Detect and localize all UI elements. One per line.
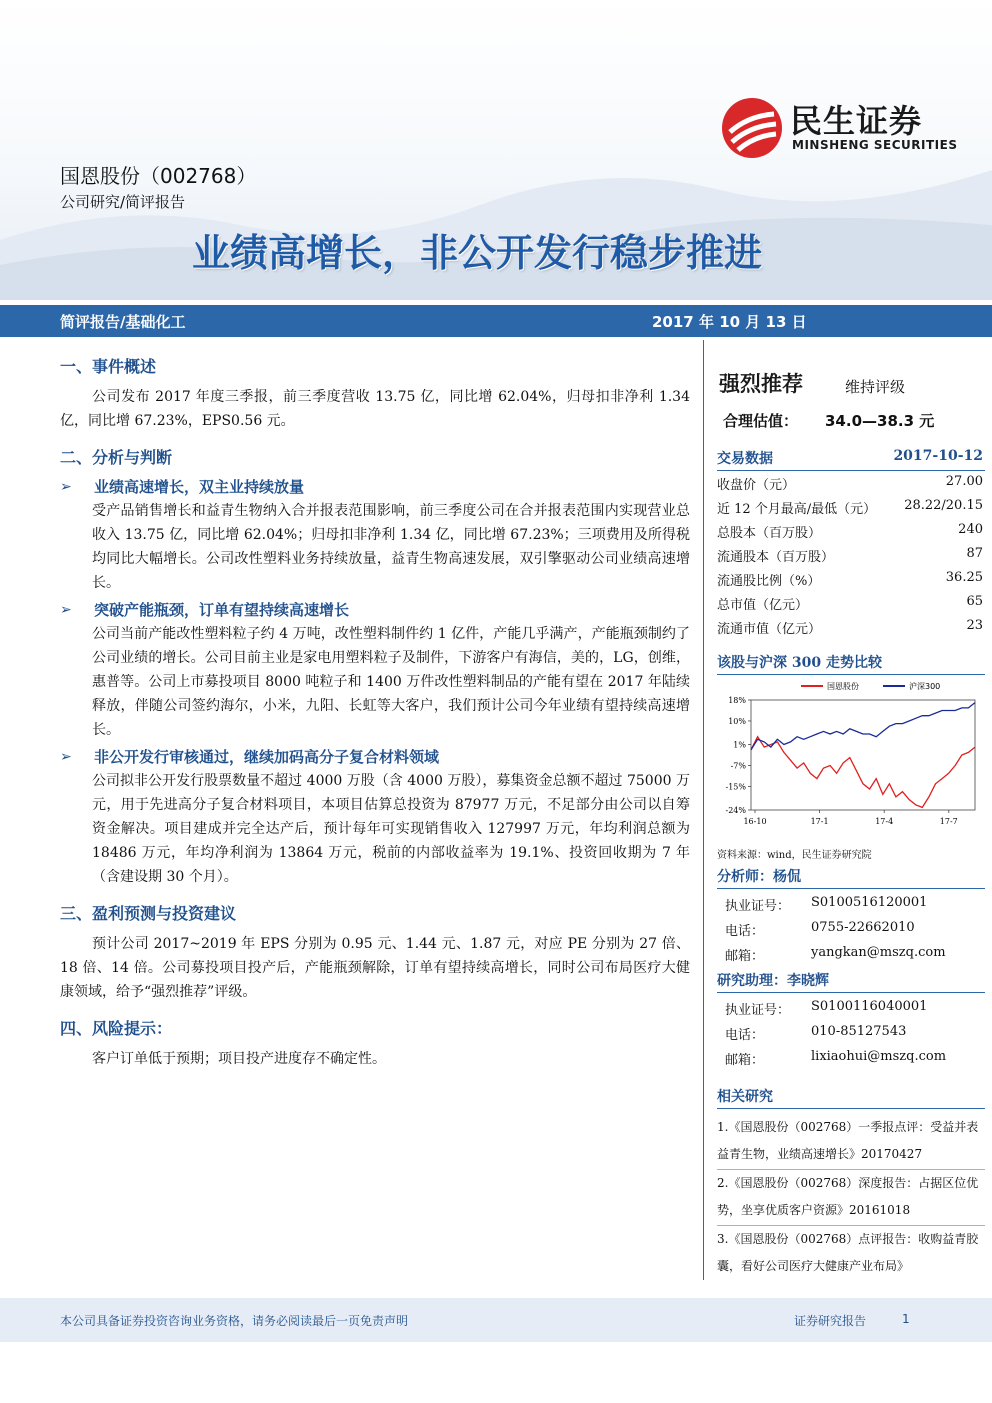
- forecast-text: 预计公司 2017~2019 年 EPS 分别为 0.95 元、1.44 元、1.87 元，对应 PE 分别为 27 倍、18 倍、14 倍。公司募投项目投产后，产能瓶颈解除，订单有望持续高增长，同时公司布局医疗大健康领域，给予“强烈推荐”评级。: [60, 936, 690, 1000]
- arrow-bullet-icon: ➢: [60, 478, 72, 495]
- assistant-label: 执业证号：: [725, 1003, 791, 1018]
- x-tick-label: 17-7: [939, 817, 958, 826]
- x-tick-label: 16-10: [743, 817, 767, 826]
- trade-data-value: 65: [966, 594, 983, 609]
- related-item[interactable]: 1.《国恩股份（002768）一季报点评：受益并表益青生物，业绩高速增长》20170427: [717, 1120, 979, 1161]
- trade-data-label: 收盘价（元）: [717, 478, 796, 493]
- y-tick-label: 18%: [728, 696, 746, 705]
- assistant-header: [717, 970, 985, 993]
- analyst-value: 0755-22662010: [811, 920, 915, 935]
- trade-data-value: 27.00: [945, 474, 983, 489]
- footer-label: 证券研究报告: [794, 1314, 867, 1328]
- subsection-title: 业绩高速增长，双主业持续放量: [94, 478, 305, 496]
- event-summary: 公司发布 2017 年度三季报，前三季度营收 13.75 亿，同比增 62.04%，归母扣非净利 1.34 亿，同比增 67.23%，EPS0.56 元。: [60, 389, 690, 429]
- arrow-bullet-icon: ➢: [60, 748, 72, 765]
- analyst-label: 邮箱：: [725, 949, 765, 964]
- trade-data-header: [717, 448, 985, 471]
- brand-logo: [720, 96, 970, 160]
- y-tick-label: -15%: [725, 782, 746, 792]
- sidebar: [707, 340, 985, 1280]
- trade-data-date: 2017-10-12: [893, 448, 983, 464]
- rating-status: 维持评级: [845, 378, 906, 396]
- analyst-value: S0100516120001: [811, 895, 928, 910]
- valuation-label: 合理估值：: [723, 412, 799, 430]
- subsection-title: 突破产能瓶颈，订单有望持续高速增长: [94, 601, 350, 619]
- trade-data-title: 交易数据: [717, 451, 773, 467]
- rating: 强烈推荐: [719, 372, 803, 396]
- sidebar-divider: [703, 340, 704, 1280]
- section-title-risk: 四、风险提示：: [60, 1019, 173, 1038]
- category-band: [0, 305, 992, 337]
- series-line-2: [751, 703, 975, 750]
- trade-data-label: 总股本（百万股）: [717, 526, 822, 541]
- y-tick-label: -7%: [730, 761, 746, 771]
- subsection-1: [60, 476, 690, 497]
- risk-text: 客户订单低于预期；项目投产进度存不确定性。: [92, 1051, 386, 1067]
- analyst-label: 执业证号：: [725, 899, 791, 914]
- report-type: 公司研究/简评报告: [60, 193, 186, 211]
- assistant-label: 电话：: [725, 1028, 765, 1043]
- subsection-text: 公司当前产能改性塑料粒子约 4 万吨，改性塑料制件约 1 亿件，产能几乎满产，产能瓶颈制约了公司业绩的增长。公司目前主业是家电用塑料粒子及制件，下游客户有海信，美的，LG，创维，惠普等。公司上市募投项目 8000 吨粒子和 1400 万件改性塑料制品的产能有望在 2017 年陆续释放，伴随公司签约海尔，小米，九阳、长虹等大客户，我们预计公司今年业绩有望持续高速增长。: [92, 626, 690, 738]
- subsection-3: [60, 746, 690, 767]
- report-date: 2017 年 10 月 13 日: [652, 313, 807, 331]
- arrow-bullet-icon: ➢: [60, 601, 72, 618]
- trade-data-value: 240: [958, 522, 983, 537]
- legend-label: 国恩股份: [827, 682, 859, 691]
- y-tick-label: 10%: [728, 716, 746, 726]
- page-number: 1: [902, 1312, 910, 1326]
- assistant-title: 研究助理：李晓辉: [717, 973, 829, 989]
- report-category: 简评报告/基础化工: [60, 313, 186, 331]
- x-tick-label: 17-1: [810, 817, 829, 826]
- plot-frame: [751, 700, 975, 810]
- analyst-value: yangkan@mszq.com: [811, 945, 946, 960]
- price-comparison-chart: [717, 678, 983, 838]
- x-tick-label: 17-4: [875, 817, 894, 826]
- brand-name-cn: 民生证券: [790, 102, 923, 140]
- related-item[interactable]: 2.《国恩股份（002768）深度报告：占据区位优势，坐享优质客户资源》20161018: [717, 1176, 979, 1217]
- trade-data-label: 流通股比例（%）: [717, 574, 821, 589]
- subsection-text: 公司拟非公开发行股票数量不超过 4000 万股（含 4000 万股），募集资金总额不超过 75000 万元，用于先进高分子复合材料项目，本项目估算总投资为 87977 万元，不足部分由公司以自筹资金解决。项目建成并完全达产后，预计每年可实现销售收入 127997 万元，年均利润总额为 18486 万元，年均净利润为 13864 万元，税前的内部收益率为 19.1%、投资回收期为 7 年（含建设期 30 个月）。: [92, 773, 690, 885]
- subsection-text: 受产品销售增长和益青生物纳入合并报表范围影响，前三季度公司在合并报表范围内实现营业总收入 13.75 亿，同比增 62.04%；归母扣非净利 1.34 亿，同比增 67.23%；三项费用及所得税均同比大幅增长。公司改性塑料业务持续放量，益青生物高速发展，双引擎驱动公司业绩高速增长。: [92, 503, 690, 591]
- chart-source: 资料来源：wind，民生证券研究院: [717, 850, 872, 861]
- brand-name-en: MINSHENG SECURITIES: [792, 138, 958, 152]
- trade-data-label: 总市值（亿元）: [717, 598, 809, 613]
- section-title-forecast: 三、盈利预测与投资建议: [60, 904, 237, 923]
- stock-title: 国恩股份（002768）: [60, 164, 257, 188]
- main-content: [60, 348, 690, 1071]
- subsection-title: 非公开发行审核通过，继续加码高分子复合材料领域: [94, 748, 440, 766]
- assistant-label: 邮箱：: [725, 1053, 765, 1068]
- footer-disclaimer: 本公司具备证券投资咨询业务资格，请务必阅读最后一页免责声明: [60, 1314, 409, 1328]
- assistant-value: 010-85127543: [811, 1024, 907, 1039]
- legend-label: 沪深300: [909, 682, 941, 691]
- trade-data-value: 87: [966, 546, 983, 561]
- series-line-1: [751, 737, 975, 808]
- section-title-analysis: 二、分析与判断: [60, 448, 173, 467]
- trade-data-value: 28.22/20.15: [904, 498, 983, 513]
- y-tick-label: 1%: [733, 740, 746, 750]
- chart-header: [717, 652, 985, 675]
- valuation-value: 34.0—38.3 元: [825, 412, 935, 430]
- report-headline: 业绩高增长，非公开发行稳步推进: [192, 231, 763, 275]
- analyst-header: [717, 866, 985, 889]
- related-item[interactable]: 3.《国恩股份（002768）点评报告：收购益青胶囊，看好公司医疗大健康产业布局》: [717, 1232, 979, 1273]
- trade-data-label: 近 12 个月最高/最低（元）: [717, 502, 877, 517]
- trade-data-value: 23: [966, 618, 983, 633]
- assistant-value: lixiaohui@mszq.com: [811, 1049, 947, 1064]
- logo-emblem-icon: [720, 96, 784, 160]
- related-header: [717, 1086, 985, 1109]
- page-footer: [0, 1298, 992, 1342]
- related-title: 相关研究: [717, 1089, 773, 1105]
- trade-data-label: 流通市值（亿元）: [717, 622, 822, 637]
- trade-data-label: 流通股本（百万股）: [717, 550, 835, 565]
- analyst-label: 电话：: [725, 924, 765, 939]
- chart-title: 该股与沪深 300 走势比较: [717, 655, 882, 671]
- analyst-title: 分析师：杨侃: [717, 869, 801, 885]
- subsection-2: [60, 599, 690, 620]
- report-header: [0, 0, 992, 300]
- trade-data-value: 36.25: [945, 570, 983, 585]
- chart-svg: [717, 678, 983, 838]
- assistant-value: S0100116040001: [811, 999, 928, 1014]
- section-title-event: 一、事件概述: [60, 357, 157, 376]
- y-tick-label: -24%: [725, 806, 746, 815]
